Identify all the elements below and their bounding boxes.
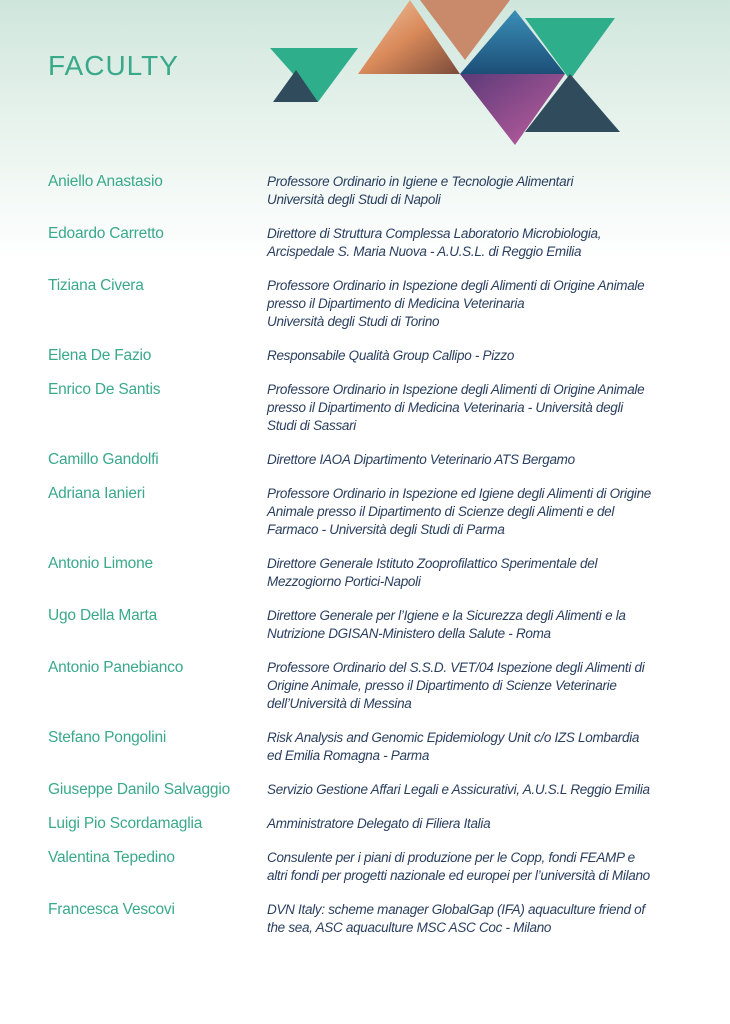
triangle-collage-graphic — [270, 0, 630, 150]
faculty-name: Tiziana Civera — [48, 277, 144, 294]
faculty-name: Antonio Panebianco — [48, 659, 184, 676]
faculty-row — [48, 901, 688, 937]
faculty-role: DVN Italy: scheme manager GlobalGap (IFA) aquaculture friend of the sea, ASC aquaculture MSC ASC Coc - Milano — [267, 902, 645, 935]
faculty-row — [48, 729, 688, 765]
faculty-name: Francesca Vescovi — [48, 901, 175, 918]
page-title: FACULTY — [48, 50, 179, 81]
faculty-row — [48, 173, 688, 209]
faculty-row — [48, 277, 688, 331]
faculty-role: Risk Analysis and Genomic Epidemiology Unit c/o IZS Lombardia ed Emilia Romagna - Parma — [267, 730, 640, 763]
faculty-role: Professore Ordinario in Ispezione ed Igiene degli Alimenti di Origine Animale presso il Dipartimento di Scienze degli Alimenti e del Farmaco - Università degli Studi di Parma — [267, 486, 652, 537]
faculty-name: Adriana Ianieri — [48, 485, 145, 502]
faculty-role: Consulente per i piani di produzione per le Copp, fondi FEAMP e altri fondi per progetti nazionale ed europei per l’università di Milano — [267, 850, 650, 883]
faculty-name: Antonio Limone — [48, 555, 153, 572]
faculty-role: Professore Ordinario in Ispezione degli Alimenti di Origine Animale presso il Dipartimento di Medicina Veterinaria Università degli Studi di Torino — [267, 278, 645, 329]
faculty-role: Amministratore Delegato di Filiera Italia — [267, 816, 491, 831]
faculty-name: Aniello Anastasio — [48, 173, 163, 190]
faculty-row — [48, 781, 688, 799]
faculty-role: Direttore IAOA Dipartimento Veterinario ATS Bergamo — [267, 452, 575, 467]
faculty-row — [48, 659, 688, 713]
faculty-role: Direttore di Struttura Complessa Laboratorio Microbiologia, Arcispedale S. Maria Nuova - A.U.S.L. di Reggio Emilia — [267, 226, 602, 259]
faculty-name: Stefano Pongolini — [48, 729, 167, 746]
faculty-list — [48, 173, 688, 953]
faculty-row — [48, 451, 688, 469]
faculty-row — [48, 381, 688, 435]
faculty-row — [48, 485, 688, 539]
faculty-row — [48, 555, 688, 591]
faculty-role: Responsabile Qualità Group Callipo - Pizzo — [267, 348, 515, 363]
faculty-role: Direttore Generale Istituto Zooprofilattico Sperimentale del Mezzogiorno Portici-Napoli — [267, 556, 598, 589]
faculty-role: Direttore Generale per l’Igiene e la Sicurezza degli Alimenti e la Nutrizione DGISAN-Ministero della Salute - Roma — [267, 608, 626, 641]
faculty-row — [48, 607, 688, 643]
faculty-name: Edoardo Carretto — [48, 225, 164, 242]
faculty-name: Enrico De Santis — [48, 381, 161, 398]
faculty-name: Giuseppe Danilo Salvaggio — [48, 781, 230, 798]
faculty-name: Elena De Fazio — [48, 347, 152, 364]
faculty-role: Servizio Gestione Affari Legali e Assicurativi, A.U.S.L Reggio Emilia — [267, 782, 650, 797]
faculty-role: Professore Ordinario in Igiene e Tecnologie Alimentari Università degli Studi di Napoli — [267, 174, 574, 207]
faculty-role: Professore Ordinario in Ispezione degli Alimenti di Origine Animale presso il Dipartimento di Medicina Veterinaria - Università degli Studi di Sassari — [267, 382, 645, 433]
faculty-name: Luigi Pio Scordamaglia — [48, 815, 203, 832]
faculty-role: Professore Ordinario del S.S.D. VET/04 Ispezione degli Alimenti di Origine Animale, presso il Dipartimento di Scienze Veterinarie dell’Università di Messina — [267, 660, 645, 711]
faculty-name: Camillo Gandolfi — [48, 451, 159, 468]
faculty-name: Valentina Tepedino — [48, 849, 175, 866]
faculty-row — [48, 849, 688, 885]
faculty-name: Ugo Della Marta — [48, 607, 157, 624]
faculty-row — [48, 347, 688, 365]
faculty-row — [48, 225, 688, 261]
faculty-row — [48, 815, 688, 833]
